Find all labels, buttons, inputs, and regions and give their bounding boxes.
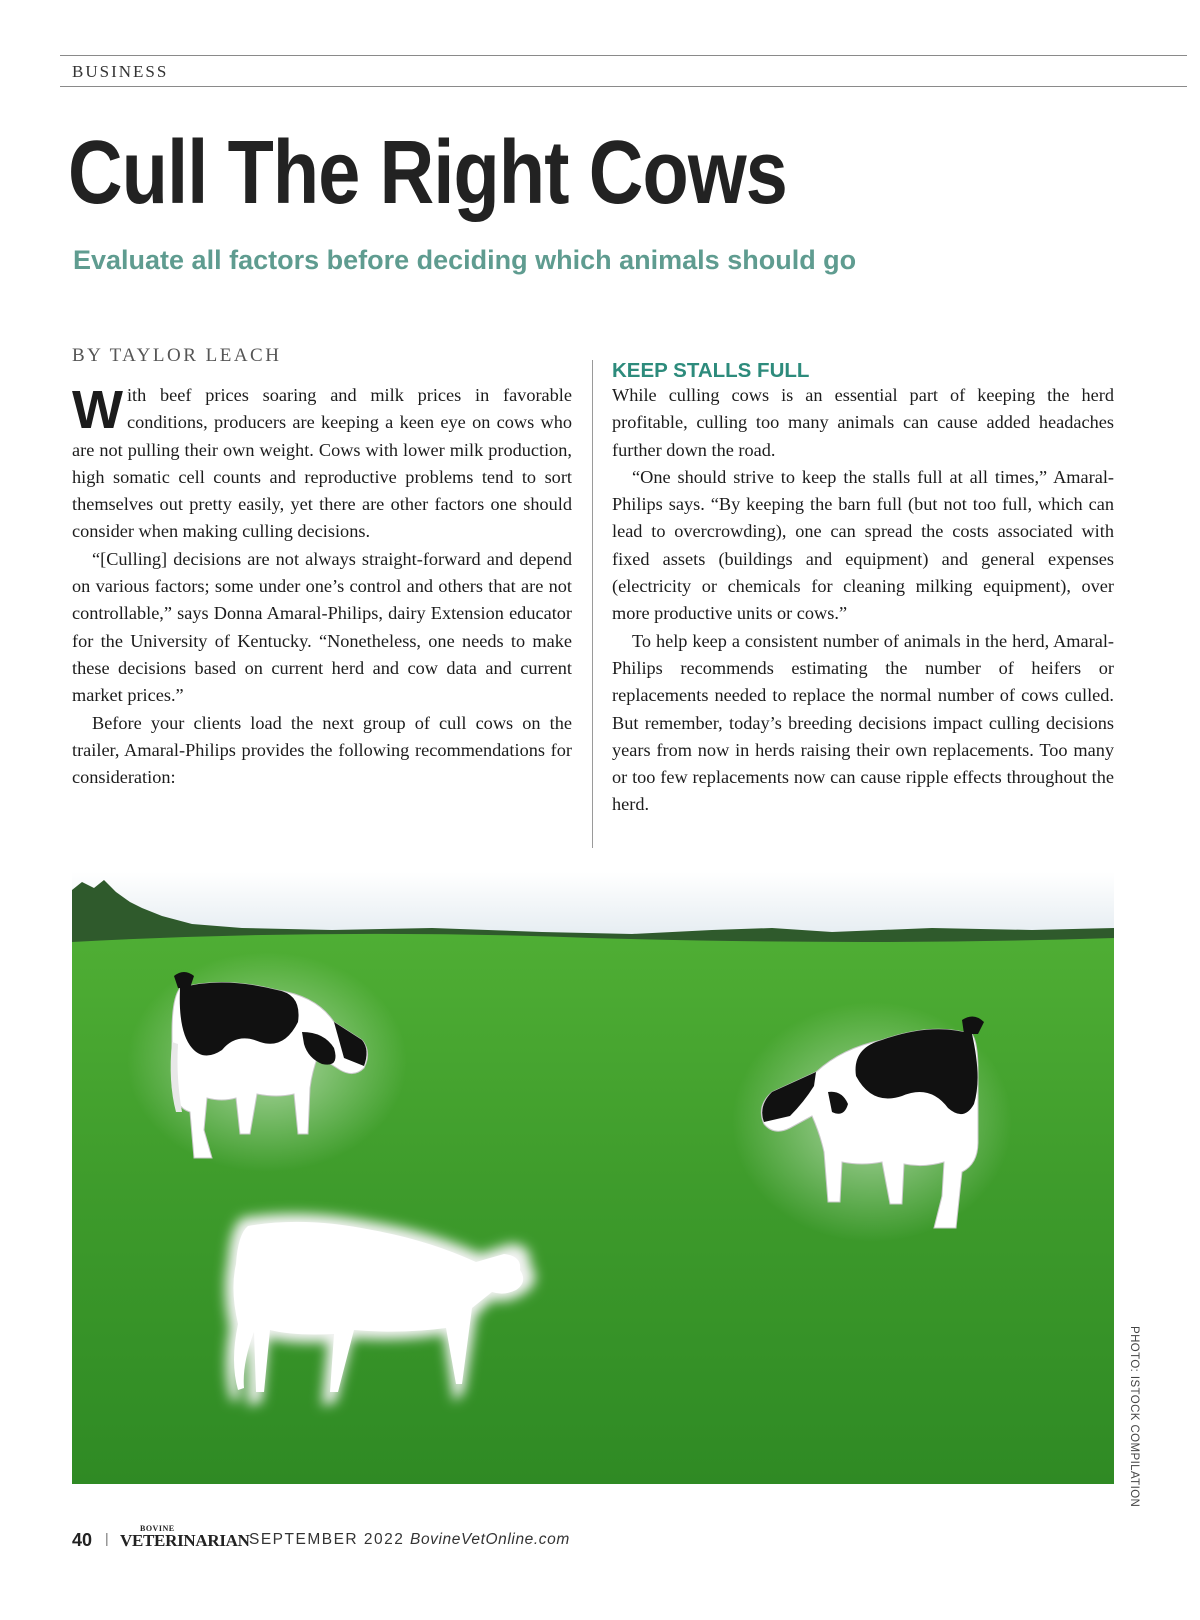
body-paragraph: Before your clients load the next group of cull cows on the trailer, Amaral-Philips provides the following recommendations for consideration:: [72, 712, 572, 788]
photo-credit: PHOTO: ISTOCK COMPILATION: [1128, 1326, 1140, 1508]
cow-left: [127, 952, 407, 1172]
right-column: [612, 382, 1114, 819]
body-paragraph: “One should strive to keep the stalls full at all times,” Amaral-Philips says. “By keeping the barn full (but not too full, which can lead to overcrowding), one can spread the costs associated with fixed assets (buildings and equipment) and general expenses (electricity or chemicals for cleaning milking equipment), over more productive units or cows.”: [612, 466, 1114, 624]
article-headline: Cull The Right Cows: [68, 123, 788, 223]
section-subhead: KEEP STALLS FULL: [612, 359, 810, 382]
body-paragraph: “[Culling] decisions are not always straight-forward and depend on various factors; some under one’s control and others that are not controllable,” says Donna Amaral-Philips, dairy Extension educator for the University of Kentucky. “Nonetheless, one needs to make these decisions based on current herd and cow data and current market prices.”: [72, 548, 572, 706]
article-byline: BY TAYLOR LEACH: [72, 345, 282, 366]
page-number: 40: [72, 1530, 93, 1550]
logo-small-text: BOVINE: [140, 1524, 175, 1533]
issue-date: SEPTEMBER 2022: [249, 1531, 405, 1548]
header-top-rule: [60, 55, 1187, 56]
cow-right: [732, 1002, 1012, 1242]
left-column: [72, 382, 572, 791]
pasture-photo: [72, 872, 1114, 1484]
header-bottom-rule: [60, 86, 1187, 87]
footer-separator: |: [105, 1530, 109, 1546]
drop-cap: W: [72, 380, 123, 440]
body-paragraph: [72, 382, 572, 546]
website-link[interactable]: BovineVetOnline.com: [410, 1531, 570, 1548]
magazine-logo: [120, 1524, 250, 1552]
section-label: BUSINESS: [72, 62, 169, 81]
column-divider: [592, 360, 593, 848]
paragraph-text: ith beef prices soaring and milk prices in favorable conditions, producers are keeping a keen eye on cows who are not pulling their own weight. Cows with lower milk production, high somatic cell counts and reproductive problems tend to sort themselves out pretty easily, yet there are other factors one should consider when making culling decisions.: [72, 385, 572, 542]
logo-main-text: VETERINARIAN: [120, 1531, 250, 1550]
article-deck: Evaluate all factors before deciding which animals should go: [73, 245, 857, 275]
body-paragraph: While culling cows is an essential part of keeping the herd profitable, culling too many animals can cause added headaches further down the road.: [612, 385, 1114, 460]
body-paragraph: To help keep a consistent number of animals in the herd, Amaral-Philips recommends estimating the number of heifers or replacements needed to replace the normal number of cows culled. But remember, today’s breeding decisions impact culling decisions years from now in herds raising their own replacements. Too many or too few replacements now can cause ripple effects throughout the herd.: [612, 630, 1114, 815]
